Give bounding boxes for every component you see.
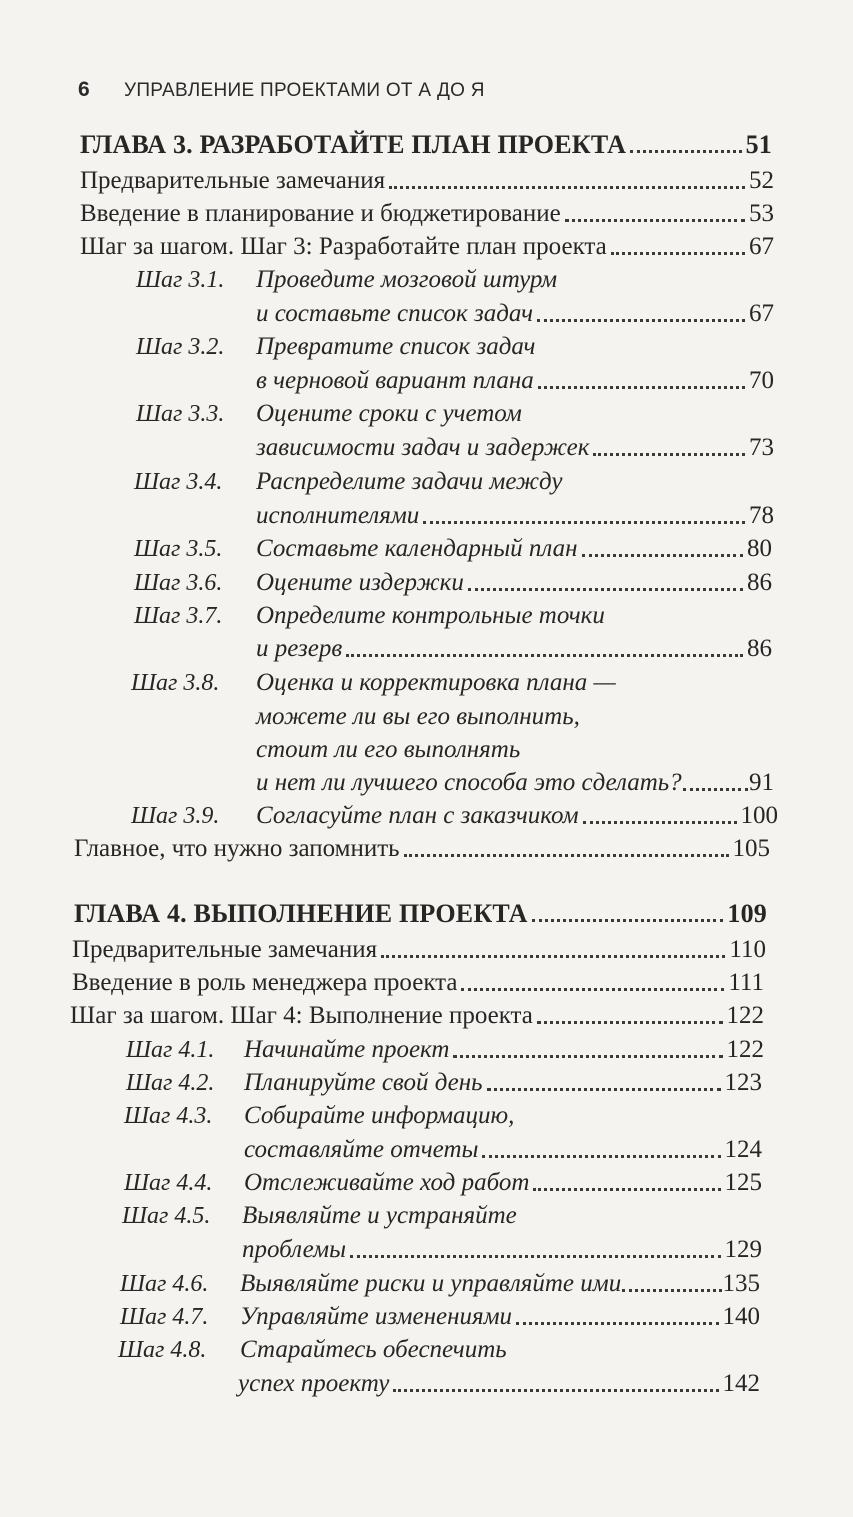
leader-dots (538, 386, 745, 389)
toc-step-label: Шаг 3.1. (136, 267, 225, 293)
toc-step-title[interactable]: Выявляйте и устраняйте (242, 1202, 517, 1229)
toc-entry[interactable]: Главное, что нужно запомнить 105 (74, 835, 770, 862)
running-title: УПРАВЛЕНИЕ ПРОЕКТАМИ ОТ А ДО Я (123, 80, 485, 101)
leader-dots (611, 252, 745, 255)
toc-step-label: Шаг 3.4. (134, 469, 223, 495)
toc-step-label: Шаг 3.7. (134, 603, 223, 629)
leader-dots (346, 654, 743, 657)
toc-entry[interactable]: Шаг за шагом. Шаг 4: Выполнение проекта 122 (70, 1002, 764, 1029)
page-number: 6 (78, 78, 90, 101)
leader-dots (683, 788, 748, 791)
toc-step-label: Шаг 4.4. (124, 1170, 213, 1196)
toc-step-label: Шаг 3.5. (134, 536, 223, 562)
leader-dots (582, 554, 743, 557)
toc-step-label: Шаг 4.5. (122, 1203, 211, 1229)
toc-entry[interactable]: Предварительные замечания 52 (80, 167, 774, 194)
toc-entry[interactable]: Введение в роль менеджера проекта 111 (72, 969, 764, 996)
toc-step-title[interactable]: Распределите задачи между (256, 468, 563, 495)
leader-dots (423, 521, 745, 524)
toc-step-entry[interactable]: Планируйте свой день 123 (244, 1069, 762, 1096)
toc-step-label: Шаг 3.6. (134, 570, 223, 596)
toc-step-entry[interactable]: Отслеживайте ход работ 125 (244, 1169, 762, 1196)
running-header (78, 78, 485, 102)
toc-step-title[interactable]: Превратите список задач (256, 333, 536, 360)
toc-step-title[interactable]: стоит ли его выполнять (256, 736, 521, 763)
toc-step-entry[interactable]: проблемы 129 (242, 1236, 762, 1263)
toc-step-entry[interactable]: Управляйте изменениями 140 (240, 1303, 760, 1330)
leader-dots (487, 1088, 721, 1091)
toc-step-label: Шаг 4.2. (126, 1070, 215, 1096)
leader-dots (533, 1188, 720, 1191)
toc-step-label: Шаг 4.7. (120, 1304, 209, 1330)
leader-dots (404, 854, 729, 857)
leader-dots (516, 1322, 718, 1325)
leader-dots (381, 955, 725, 958)
toc-step-entry[interactable]: Начинайте проект 122 (244, 1036, 764, 1063)
leader-dots (537, 1021, 723, 1024)
leader-dots (461, 988, 724, 991)
toc-entry[interactable]: Введение в планирование и бюджетирование 53 (80, 200, 774, 227)
toc-step-entry[interactable]: составляйте отчеты 124 (244, 1136, 762, 1163)
toc-step-title[interactable]: Собирайте информацию, (244, 1102, 515, 1129)
toc-step-label: Шаг 4.6. (120, 1271, 209, 1297)
leader-dots (532, 919, 724, 922)
leader-dots (622, 1289, 721, 1292)
toc-step-label: Шаг 3.8. (131, 670, 220, 696)
toc-step-entry[interactable]: Выявляйте риски и управляйте ими 135 (240, 1270, 760, 1297)
toc-step-title[interactable]: Оценка и корректировка плана — (256, 669, 616, 696)
leader-dots (482, 1155, 720, 1158)
toc-step-entry[interactable]: зависимости задач и задержек 73 (256, 434, 774, 461)
leader-dots (453, 1055, 722, 1058)
toc-chapter-4[interactable]: ГЛАВА 4. ВЫПОЛНЕНИЕ ПРОЕКТА 109 (74, 899, 767, 928)
leader-dots (389, 186, 745, 189)
toc-step-label: Шаг 4.8. (118, 1337, 207, 1363)
leader-dots (393, 1389, 718, 1392)
toc-step-entry[interactable]: Согласуйте план с заказчиком 100 (256, 802, 778, 829)
leader-dots (583, 821, 737, 824)
toc-step-label: Шаг 4.1. (126, 1037, 215, 1063)
leader-dots (630, 150, 742, 153)
toc-step-title[interactable]: можете ли вы его выполнить, (256, 703, 580, 730)
toc-step-entry[interactable]: Оцените издержки 86 (256, 569, 772, 596)
toc-step-label: Шаг 3.9. (131, 803, 220, 829)
toc-step-entry[interactable]: и нет ли лучшего способа это сделать? 91 (256, 769, 774, 796)
leader-dots (537, 319, 745, 322)
toc-step-label: Шаг 3.3. (136, 401, 225, 427)
toc-step-entry[interactable]: и резерв 86 (256, 635, 772, 662)
toc-step-title[interactable]: Проведите мозговой штурм (256, 266, 558, 293)
toc-step-entry[interactable]: успех проекту 142 (238, 1370, 760, 1397)
toc-step-title[interactable]: Определите контрольные точки (256, 602, 605, 629)
toc-step-entry[interactable]: исполнителями 78 (256, 502, 774, 529)
toc-page-ref: 51 (745, 130, 772, 159)
toc-entry[interactable]: Предварительные замечания 110 (72, 936, 766, 963)
toc-step-title[interactable]: Старайтесь обеспечить (240, 1336, 507, 1363)
leader-dots (593, 453, 745, 456)
toc-step-title[interactable]: Оцените сроки с учетом (256, 400, 522, 427)
toc-chapter-3[interactable]: ГЛАВА 3. РАЗРАБОТАЙТЕ ПЛАН ПРОЕКТА 51 (80, 128, 772, 162)
toc-step-entry[interactable]: в черновой вариант плана 70 (256, 367, 774, 394)
toc-step-label: Шаг 4.3. (124, 1103, 213, 1129)
toc-step-label: Шаг 3.2. (136, 334, 225, 360)
toc-step-entry[interactable]: и составьте список задач 67 (256, 300, 774, 327)
leader-dots (468, 588, 743, 591)
leader-dots (565, 219, 745, 222)
toc-step-entry[interactable]: Составьте календарный план 80 (256, 535, 772, 562)
toc-entry[interactable]: Шаг за шагом. Шаг 3: Разработайте план проекта 67 (80, 233, 774, 260)
leader-dots (350, 1255, 720, 1258)
